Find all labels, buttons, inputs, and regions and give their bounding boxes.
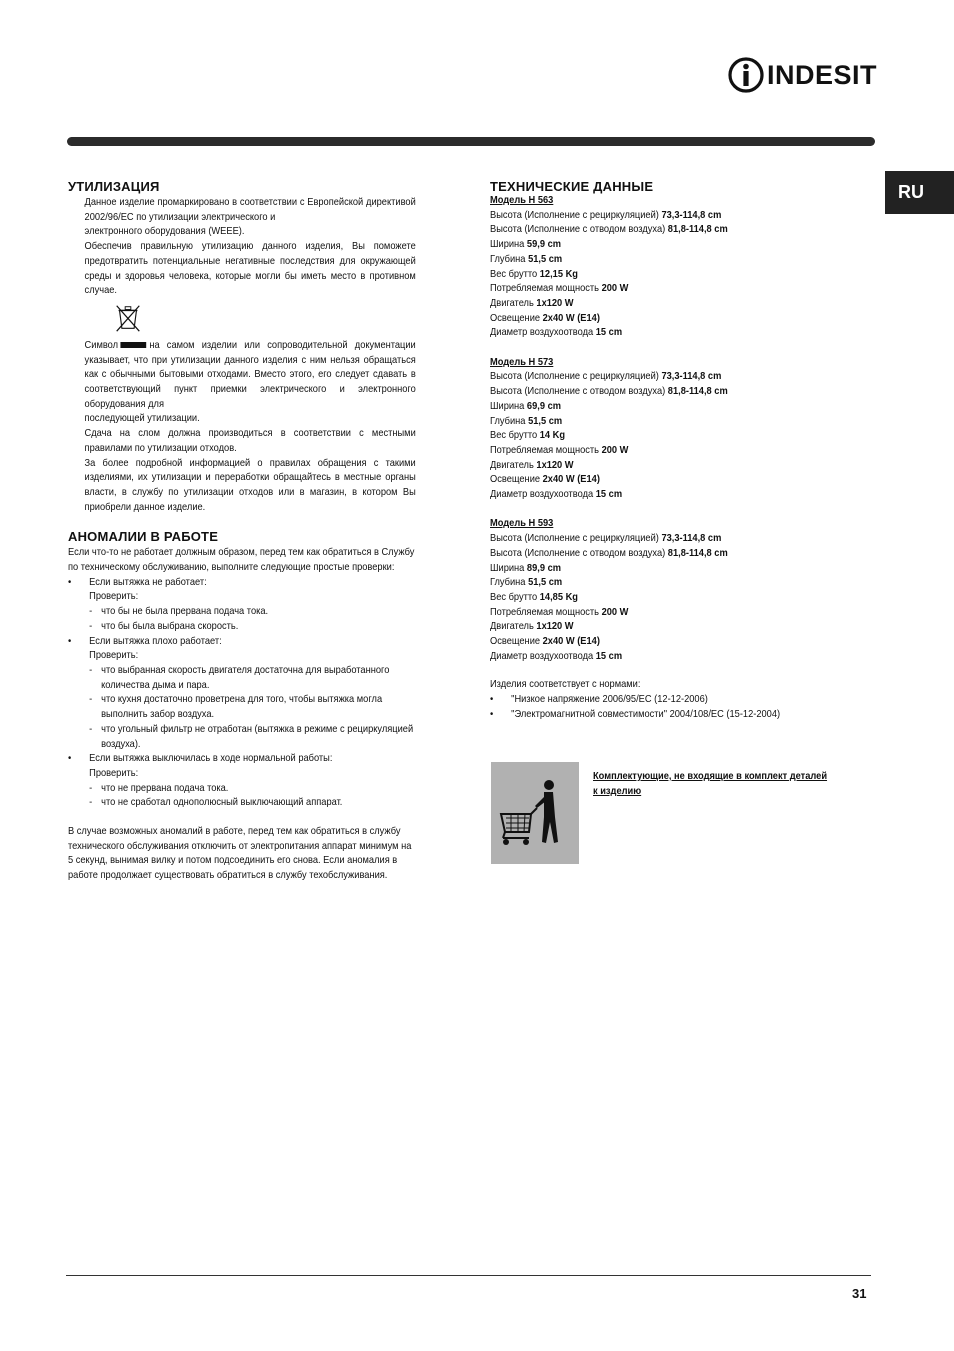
model-block (490, 194, 840, 341)
utilization-p1b: электронного оборудования (WEEE). (84, 226, 245, 238)
spec-value: 73,3-114,8 cm (661, 371, 722, 383)
spec-row (490, 650, 840, 665)
spec-value: 14,85 Kg (539, 591, 578, 603)
spec-row (490, 282, 840, 297)
section-title-tech: ТЕХНИЧЕСКИЕ ДАННЫЕ (490, 179, 654, 194)
model-block (490, 517, 840, 664)
spec-label: Глубина (490, 577, 529, 589)
spec-row (490, 268, 840, 283)
spec-label: Освещение (490, 636, 543, 648)
weee-crossed-bin-icon (110, 302, 146, 334)
spec-label: Освещение (490, 474, 543, 486)
utilization-p1: Данное изделие промаркировано в соответствии с Европейской директивой 2002/96/ЕС по утилизации электрического и (84, 197, 416, 223)
spec-value: 200 W (601, 444, 629, 456)
bullet-mark: • (68, 576, 72, 588)
dash-mark: - (89, 620, 93, 632)
spec-row (490, 400, 840, 415)
spec-row (490, 488, 840, 503)
spec-label: Ширина (490, 400, 527, 412)
spec-row (490, 576, 840, 591)
anomaly-group-label: Если вытяжка плохо работает: (89, 635, 222, 647)
check-label: Проверить: (89, 591, 139, 603)
accessories-image (491, 762, 579, 864)
spec-label: Диаметр воздухоотвода (490, 327, 596, 339)
list-item-text: что выбранная скорость двигателя достаточна для выработанного количества дыма и пара. (101, 664, 390, 691)
spec-label: Высота (Исполнение с отводом воздуха) (490, 547, 668, 559)
spec-label: Освещение (490, 312, 543, 324)
norms-block (490, 678, 840, 722)
check-label: Проверить: (89, 650, 139, 662)
dash-mark: - (89, 723, 93, 735)
list-item-text: что бы не была прервана подача тока. (101, 606, 269, 618)
list-item (68, 664, 416, 693)
spec-value: 2x40 W (E14) (542, 312, 600, 324)
spec-label: Глубина (490, 415, 529, 427)
utilization-p2: Обеспечив правильную утилизацию данного изделия, Вы поможете предотвратить потенциальные негативные последствия для окружающей среды и здоровья человека, которые могли бы иметь место в противном случае. (84, 241, 416, 297)
spec-value: 89,9 cm (526, 562, 562, 574)
spec-value: 2x40 W (E14) (542, 636, 600, 648)
model-title: Модель H 563 (490, 195, 554, 206)
list-item (68, 605, 416, 620)
spec-value: 81,8-114,8 cm (667, 386, 728, 398)
bullet-mark: • (490, 708, 494, 720)
spec-label: Высота (Исполнение с рециркуляцией) (490, 533, 662, 545)
utilization-p3b: последующей утилизации. (84, 413, 200, 425)
spec-row (490, 415, 840, 430)
left-column (68, 179, 446, 884)
model-block (490, 356, 840, 503)
spec-value: 51,5 cm (528, 415, 563, 427)
brand-name: INDESIT (767, 59, 878, 90)
spec-value: 1x120 W (536, 297, 574, 309)
spec-value: 1x120 W (536, 459, 574, 471)
spec-value: 200 W (601, 606, 629, 618)
spec-label: Высота (Исполнение с рециркуляцией) (490, 209, 662, 221)
model-title: Модель H 593 (490, 518, 554, 530)
spec-value: 73,3-114,8 cm (661, 209, 722, 221)
norm-text: "Электромагнитной совместимости" 2004/108/EC (15-12-2004) (511, 708, 781, 720)
spec-row (490, 620, 840, 635)
list-item-text: что не сработал однополюсный выключающий аппарат. (101, 797, 343, 809)
anomaly-group-label: Если вытяжка выключилась в ходе нормальной работы: (89, 753, 333, 765)
right-column (490, 179, 870, 723)
anomaly-group-1 (68, 576, 416, 591)
spec-value: 59,9 cm (526, 239, 562, 251)
spec-value: 15 cm (595, 489, 623, 501)
list-item-text: что не прервана подача тока. (101, 782, 229, 794)
spec-label: Ширина (490, 239, 527, 251)
spec-label: Потребляемая мощность (490, 606, 602, 618)
norm-text: "Низкое напряжение 2006/95/EC (12-12-2006) (511, 694, 708, 706)
anomalies-intro: Если что-то не работает должным образом, перед тем как обратиться в Службу по техническому обслуживанию, выполните следующие простые проверки: (68, 547, 415, 574)
spec-label: Двигатель (490, 297, 537, 309)
utilization-body (68, 196, 416, 299)
spec-row (490, 547, 840, 562)
check-label: Проверить: (89, 767, 139, 779)
anomalies-body (68, 546, 416, 883)
dash-mark: - (89, 606, 93, 618)
spec-value: 15 cm (595, 327, 623, 339)
norms-intro: Изделия соответствует с нормами: (490, 679, 641, 691)
spec-value: 15 cm (595, 650, 623, 662)
spec-value: 200 W (601, 283, 629, 295)
spec-value: 14 Kg (539, 430, 566, 442)
spec-label: Потребляемая мощность (490, 283, 602, 295)
spec-label: Двигатель (490, 621, 537, 633)
footer-divider (66, 1275, 871, 1276)
spec-label: Диаметр воздухоотвода (490, 489, 596, 501)
spec-label: Потребляемая мощность (490, 444, 602, 456)
header-divider (67, 137, 875, 146)
indesit-logo-icon (728, 57, 764, 93)
section-title-anomalies: АНОМАЛИИ В РАБОТЕ (68, 529, 219, 545)
list-item (68, 796, 416, 811)
brand-logo (728, 55, 877, 95)
spec-row (490, 444, 840, 459)
spec-value: 1x120 W (536, 621, 574, 633)
spec-label: Высота (Исполнение с отводом воздуха) (490, 224, 668, 236)
spec-row (490, 532, 840, 547)
spec-label: Двигатель (490, 459, 537, 471)
spec-label: Диаметр воздухоотвода (490, 650, 596, 662)
spec-row (490, 473, 840, 488)
dash-mark: - (89, 782, 93, 794)
spec-label: Вес брутто (490, 430, 540, 442)
spec-row (490, 253, 840, 268)
spec-label: Вес брутто (490, 591, 540, 603)
dash-mark: - (89, 797, 93, 809)
spec-row (490, 312, 840, 327)
anomaly-group-2 (68, 635, 416, 650)
spec-value: 12,15 Kg (539, 268, 578, 280)
symbol-word: Символ (84, 339, 119, 351)
spec-row (490, 326, 840, 341)
norm-item (490, 693, 840, 708)
bullet-mark: • (68, 753, 72, 765)
list-item (68, 620, 416, 635)
dash-mark: - (89, 664, 93, 676)
page-number: 31 (852, 1286, 867, 1301)
list-item-text: что кухня достаточно проветрена для того, чтобы вытяжка могла выполнить забор воздуха. (101, 694, 383, 721)
list-item-text: что бы была выбрана скорость. (101, 620, 239, 632)
utilization-p5: За более подробной информацией о правилах обращения с такими изделиями, их утилизации и переработки обращайтесь в местные органы власти, в службу по утилизации отходов или в магазин, в котором Вы приобрели данное изделие. (84, 457, 416, 513)
utilization-p3-rest: на самом изделии или сопроводительной документации указывает, что при утилизации данного изделия с ним нельзя обращаться как с обычными бытовыми отходами. Вместо этого, его следует сдавать в соответствующий пункт приемки электрического и электронного оборудования для (84, 339, 416, 410)
anomaly-group-3 (68, 752, 416, 767)
tech-models (490, 194, 840, 664)
spec-row (490, 209, 840, 224)
spec-row (490, 238, 840, 253)
section-title-utilization: УТИЛИЗАЦИЯ (68, 179, 160, 194)
spec-label: Ширина (490, 562, 527, 574)
shopping-cart-person-icon (491, 762, 579, 864)
spec-label: Вес брутто (490, 268, 540, 280)
anomalies-outro: В случае возможных аномалий в работе, перед тем как обратиться в службу технического обслуживания отключить от электропитания аппарат минимум на 5 секунд, вынимая вилку и потом подсоединить его снова. Если аномалия в работе продолжает существовать обратиться в службу техобслуживания. (68, 826, 412, 882)
list-item (68, 723, 416, 752)
spec-value: 81,8-114,8 cm (667, 224, 728, 236)
utilization-p3 (85, 339, 416, 413)
spec-row (490, 385, 840, 400)
spec-label: Высота (Исполнение с рециркуляцией) (490, 371, 662, 383)
spec-row (490, 459, 840, 474)
spec-value: 51,5 cm (528, 253, 563, 265)
anomaly-group-label: Если вытяжка не работает: (89, 576, 207, 588)
list-item (68, 693, 416, 722)
spec-row (490, 370, 840, 385)
list-item-text: что угольный фильтр не отработан (вытяжка в режиме с рециркуляцией воздуха). (101, 723, 414, 750)
norm-item (490, 708, 840, 723)
weee-bar-symbol (121, 342, 147, 348)
utilization-body-2 (68, 339, 416, 515)
spec-row (490, 606, 840, 621)
spec-row (490, 297, 840, 312)
spec-row (490, 223, 840, 238)
spec-row (490, 591, 840, 606)
spec-value: 69,9 cm (526, 400, 562, 412)
spec-label: Глубина (490, 253, 529, 265)
spec-label: Высота (Исполнение с отводом воздуха) (490, 386, 668, 398)
spec-value: 81,8-114,8 cm (667, 547, 728, 559)
spec-value: 2x40 W (E14) (542, 474, 600, 486)
spec-row (490, 562, 840, 577)
model-title: Модель H 573 (490, 356, 554, 368)
spec-row (490, 635, 840, 650)
dash-mark: - (89, 694, 93, 706)
bullet-mark: • (490, 694, 494, 706)
bullet-mark: • (68, 635, 72, 647)
language-tab: RU (885, 171, 954, 214)
utilization-p4: Сдача на слом должна производиться в соответствии с местными правилами по утилизации отходов. (84, 428, 416, 454)
spec-row (490, 429, 840, 444)
spec-value: 73,3-114,8 cm (661, 533, 722, 545)
spec-value: 51,5 cm (528, 577, 563, 589)
list-item (68, 782, 416, 797)
accessories-link[interactable]: Комплектующие, не входящие в комплект деталей к изделию (593, 771, 828, 797)
